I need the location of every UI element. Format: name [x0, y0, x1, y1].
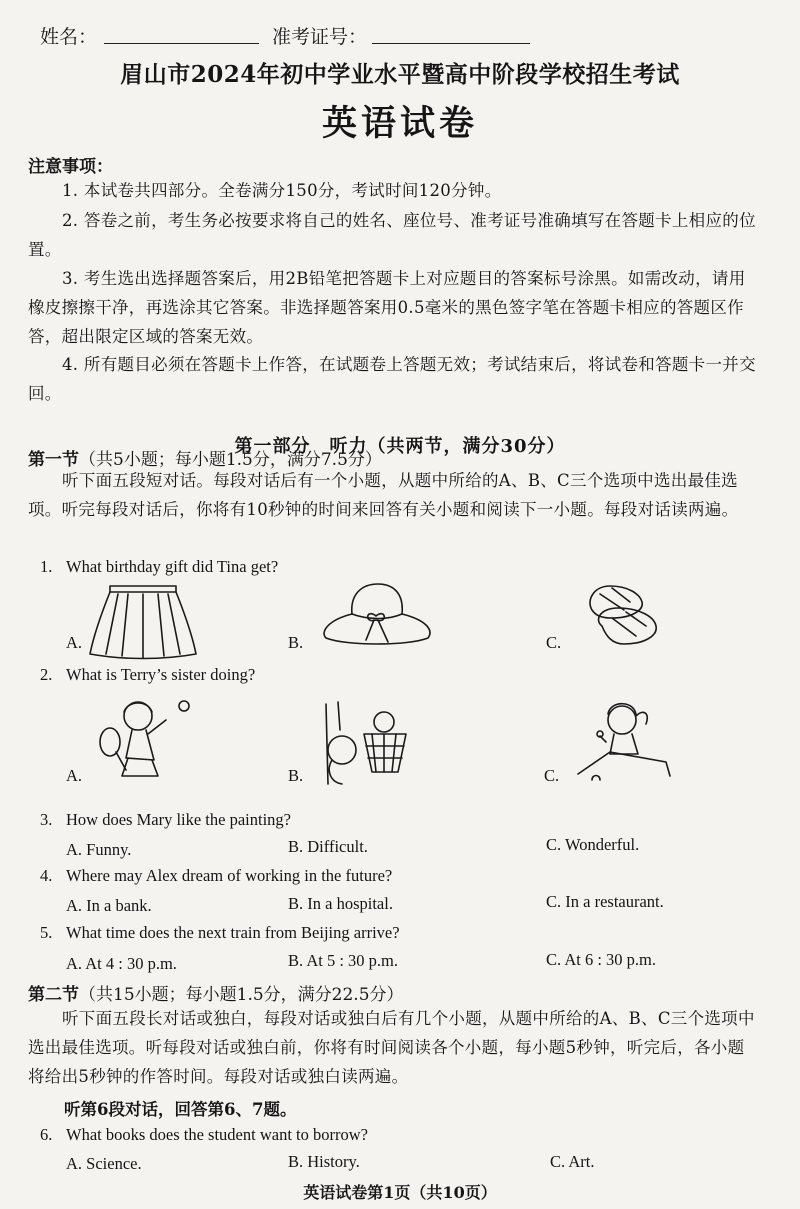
question-number: 2. [40, 665, 53, 684]
option-label: C. Art. [550, 1152, 595, 1171]
option-label: B. Difficult. [288, 837, 368, 856]
page-footer: 英语试卷第1页（共10页） [303, 1183, 497, 1202]
option-label: C. [544, 766, 560, 785]
dialogue-subheading: 听第6段对话，回答第6、7题。 [64, 1100, 297, 1119]
part1-title: 第一部分 听力（共两节，满分30分） [234, 436, 566, 457]
question-number: 1. [40, 557, 53, 576]
note-item: 3. 考生选出选择题答案后，用2B铅笔把答题卡上对应题目的答案标号涂黑。如需改动，请用橡皮擦擦干净，再选涂其它答案。非选择题答案用0.5毫米的黑色签字笔在答题卡相应的答题区作答，超出限定区域的答案无效。 [28, 269, 746, 346]
id-underline [372, 43, 530, 44]
question-text: What is Terry’s sister doing? [66, 665, 256, 684]
option-label: A. At 4 : 30 p.m. [66, 954, 177, 973]
question-text: What books does the student want to borrow? [66, 1125, 368, 1144]
note-item: 4. 所有题目必须在答题卡上作答，在试题卷上答题无效；考试结束后，将试卷和答题卡一并交回。 [28, 355, 756, 403]
question-text: Where may Alex dream of working in the future? [66, 866, 393, 885]
option-label: B. At 5 : 30 p.m. [288, 951, 399, 970]
option-label: C. In a restaurant. [546, 892, 664, 911]
option-label: B. [288, 633, 304, 652]
sandals-icon [582, 580, 662, 652]
option-label: B. [288, 766, 304, 785]
option-label: A. [66, 766, 83, 785]
tennis-girl-icon [92, 696, 202, 784]
option-label: A. Funny. [66, 840, 132, 859]
question-text: What birthday gift did Tina get? [66, 557, 279, 576]
basketball-icon [318, 700, 414, 784]
option-label: A. Science. [66, 1154, 142, 1173]
question-number: 6. [40, 1125, 53, 1144]
hat-icon [318, 580, 436, 650]
question-number: 3. [40, 810, 53, 829]
section1-instructions: 听下面五段短对话。每段对话后有一个小题，从题中所给的A、B、C三个选项中选出最佳选项。听完每段对话后，你将有10秒钟的时间来回答有关小题和阅读下一小题。每段对话读两遍。 [28, 471, 739, 519]
option-label: C. [546, 633, 562, 652]
note-item: 2. 答卷之前，考生务必按要求将自己的姓名、座位号、准考证号准确填写在答题卡上相应的位置。 [28, 211, 756, 259]
paper-title: 英语试卷 [321, 103, 478, 144]
exam-title: 眉山市2024年初中学业水平暨高中阶段学校招生考试 [120, 61, 680, 88]
option-label: C. At 6 : 30 p.m. [546, 950, 657, 969]
notes-heading: 注意事项： [28, 157, 113, 177]
option-label: B. History. [288, 1152, 360, 1171]
option-label: C. Wonderful. [546, 835, 640, 854]
note-item: 1. 本试卷共四部分。全卷满分150分，考试时间120分钟。 [62, 181, 502, 200]
question-text: What time does the next train from Beijing arrive? [66, 923, 400, 942]
painting-girl-icon [570, 696, 674, 780]
option-label: A. [66, 633, 83, 652]
question-number: 5. [40, 923, 53, 942]
question-text: How does Mary like the painting? [66, 810, 291, 829]
question-number: 4. [40, 866, 53, 885]
option-label: A. In a bank. [66, 896, 152, 915]
section1-title: 第一节（共5小题；每小题1.5分，满分7.5分） [28, 450, 382, 470]
name-underline [104, 43, 259, 44]
section2-instructions: 听下面五段长对话或独白，每段对话或独白后有几个小题，从题中所给的A、B、C三个选项中选出最佳选项。听每段对话或独白前，你将有时间阅读各个小题，每小题5秒钟，听完后，各小题将给出5秒钟的作答时间。每段对话或独白读两遍。 [28, 1009, 755, 1086]
option-label: B. In a hospital. [288, 894, 393, 913]
section2-title: 第二节（共15小题；每小题1.5分，满分22.5分） [28, 985, 404, 1005]
id-label: 准考证号： [272, 26, 368, 48]
skirt-icon [88, 582, 198, 662]
name-label: 姓名： [40, 26, 98, 48]
